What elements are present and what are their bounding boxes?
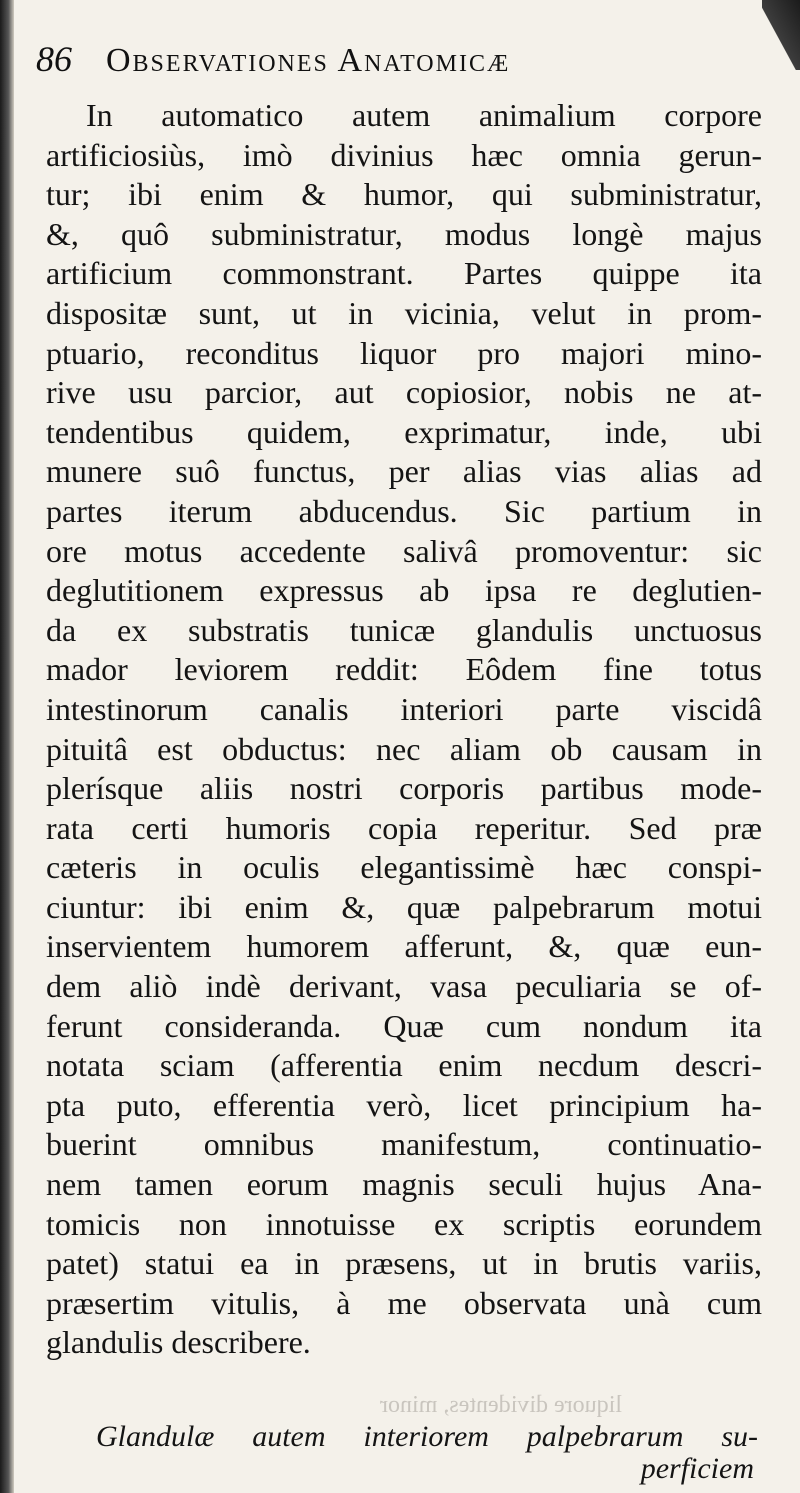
- text-line: nem tamen eorum magnis seculi hujus Ana-: [46, 1166, 762, 1203]
- text-line: tomicis non innotuisse ex scriptis eorundem: [46, 1205, 762, 1242]
- text-line: pta puto, efferentia verò, licet principium ha-: [46, 1086, 762, 1123]
- text-line: In automatico autem animalium corpore: [86, 97, 762, 133]
- text-line: ciuntur: ibi enim &, quæ palpebrarum motui: [46, 888, 762, 925]
- page-number: 86: [36, 39, 72, 79]
- text-line: cæteris in oculis elegantissimè hæc conspi-: [46, 849, 762, 886]
- text-line: præsertim vitulis, à me observata unà cum: [46, 1284, 762, 1321]
- text-line: glandulis describere.: [46, 1324, 311, 1361]
- page-gutter-shadow: [0, 0, 14, 1493]
- body-paragraph: [46, 96, 762, 1363]
- text-line: pituitâ est obductus: nec aliam ob causam in: [46, 730, 762, 767]
- catchword: perficiem: [640, 1452, 754, 1485]
- text-line: rata certi humoris copia reperitur. Sed præ: [46, 809, 762, 846]
- text-line: notata sciam (afferentia enim necdum descri-: [46, 1047, 762, 1084]
- section-heading: Glandulæ autem interiorem palpebrarum su-: [96, 1420, 758, 1453]
- text-line: ferunt consideranda. Quæ cum nondum ita: [46, 1007, 762, 1044]
- text-line: artificiosiùs, imò divinius hæc omnia gerun-: [46, 136, 762, 173]
- text-line: dem aliò indè derivant, vasa peculiaria se of-: [46, 968, 762, 1005]
- text-line: tur; ibi enim & humor, qui subministratur,: [46, 176, 762, 213]
- text-line: dispositæ sunt, ut in vicinia, velut in prom-: [46, 294, 762, 331]
- text-line: artificium commonstrant. Partes quippe ita: [46, 255, 762, 292]
- page-corner-shadow: [762, 0, 800, 70]
- text-line: inservientem humorem afferunt, &, quæ eun-: [46, 928, 762, 965]
- text-line: partes iterum abducendus. Sic partium in: [46, 492, 762, 529]
- show-through-text: liquore dividentes, minor: [380, 1392, 622, 1418]
- running-title: Observationes Anatomicæ: [106, 42, 511, 79]
- text-line: plerísque aliis nostri corporis partibus mode-: [46, 770, 762, 807]
- text-line: da ex substratis tunicæ glandulis unctuosus: [46, 611, 762, 648]
- running-header: [36, 38, 766, 88]
- text-line: deglutitionem expressus ab ipsa re deglutien-: [46, 572, 762, 609]
- text-line: intestinorum canalis interiori parte viscidâ: [46, 690, 762, 727]
- text-line: munere suô functus, per alias vias alias ad: [46, 453, 762, 490]
- text-line: mador leviorem reddit: Eôdem fine totus: [46, 651, 762, 688]
- text-line: &, quô subministratur, modus longè majus: [46, 215, 762, 252]
- text-line: ptuario, reconditus liquor pro majori mino-: [46, 334, 762, 371]
- text-line: ore motus accedente salivâ promoventur: sic: [46, 532, 762, 569]
- text-line: tendentibus quidem, exprimatur, inde, ubi: [46, 413, 762, 450]
- text-line: patet) statui ea in præsens, ut in brutis variis,: [46, 1245, 762, 1282]
- text-line: buerint omnibus manifestum, continuatio-: [46, 1126, 762, 1163]
- text-line: rive usu parcior, aut copiosior, nobis ne at-: [46, 374, 762, 411]
